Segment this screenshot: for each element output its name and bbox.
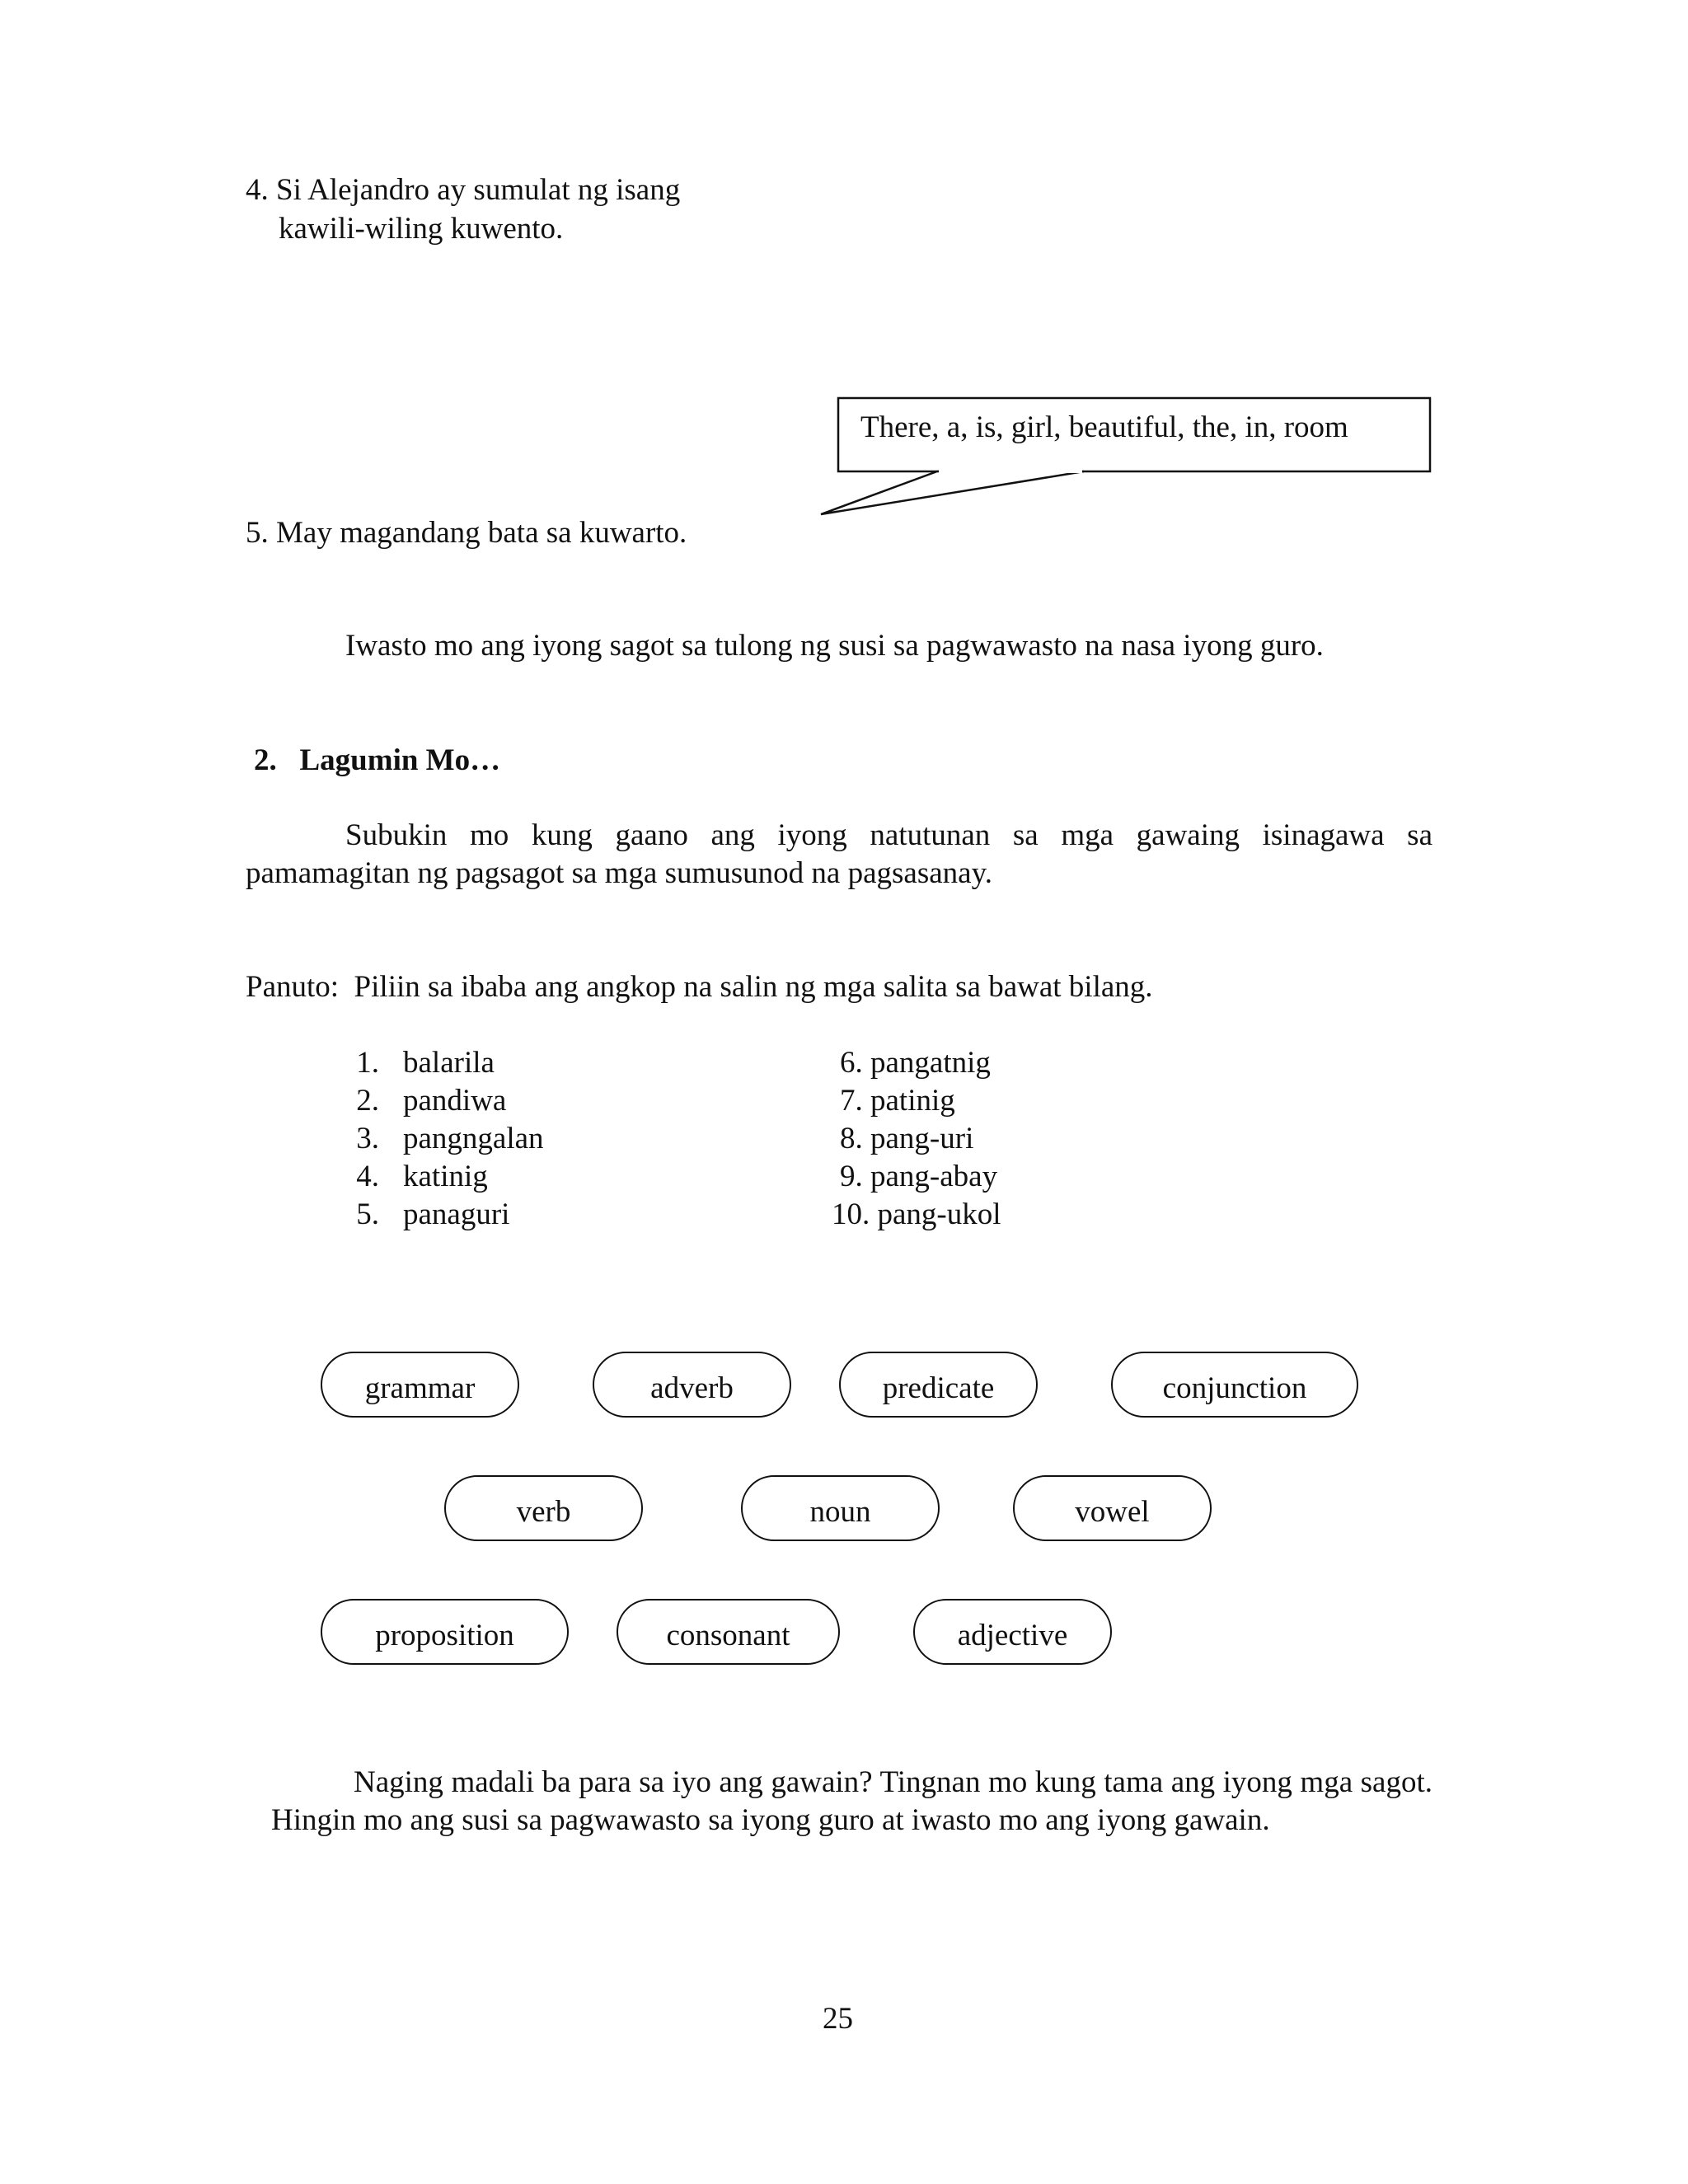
word-box-predicate: predicate — [839, 1352, 1038, 1418]
word-box-grammar: grammar — [321, 1352, 519, 1418]
word-box-adverb: adverb — [593, 1352, 791, 1418]
callout-text: There, a, is, girl, beautiful, the, in, room — [860, 410, 1348, 444]
list-number: 2. — [356, 1084, 379, 1118]
word-box-noun: noun — [741, 1475, 940, 1541]
word-box-consonant: consonant — [617, 1599, 840, 1665]
list-number: 3. — [356, 1122, 379, 1155]
list-word: balarila — [403, 1046, 495, 1080]
item-5: 5. May magandang bata sa kuwarto. — [246, 516, 687, 550]
list-number: 1. — [356, 1046, 379, 1080]
list-item: 9. pang-abay — [840, 1160, 998, 1193]
item-4-line1: 4. Si Alejandro ay sumulat ng isang — [246, 173, 681, 207]
list-word: panaguri — [403, 1197, 510, 1231]
word-box-proposition: proposition — [321, 1599, 569, 1665]
check-note: Iwasto mo ang iyong sagot sa tulong ng susi sa pagwawasto na nasa iyong guro. — [345, 629, 1324, 663]
list-number: 5. — [356, 1197, 379, 1231]
word-box-vowel: vowel — [1013, 1475, 1212, 1541]
section-heading: 2. Lagumin Mo… — [254, 743, 501, 777]
list-item: 10. pang-ukol — [832, 1197, 1001, 1231]
section-intro: Subukin mo kung gaano ang iyong natutunan sa mga gawaing isinagawa sa pamamagitan ng pagsagot sa mga sumusunod na pagsasanay. — [246, 818, 1432, 890]
list-item: 7. patinig — [840, 1084, 955, 1118]
list-word: pandiwa — [403, 1084, 507, 1118]
list-item: 6. pangatnig — [840, 1046, 991, 1080]
page-number: 25 — [823, 2002, 853, 2036]
list-item: 8. pang-uri — [840, 1122, 974, 1155]
word-box-conjunction: conjunction — [1111, 1352, 1358, 1418]
word-box-verb: verb — [444, 1475, 643, 1541]
instructions: Panuto: Piliin sa ibaba ang angkop na salin ng mga salita sa bawat bilang. — [246, 970, 1153, 1004]
word-box-adjective: adjective — [913, 1599, 1112, 1665]
closing-paragraph: Naging madali ba para sa iyo ang gawain? Tingnan mo kung tama ang iyong mga sagot. Hingin mo ang susi sa pagwawasto sa iyong guro at iwasto mo ang iyong gawain. — [271, 1765, 1432, 1837]
item-4-line2: kawili-wiling kuwento. — [279, 212, 564, 246]
list-word: katinig — [403, 1160, 488, 1193]
list-number: 4. — [356, 1160, 379, 1193]
list-word: pangngalan — [403, 1122, 544, 1155]
